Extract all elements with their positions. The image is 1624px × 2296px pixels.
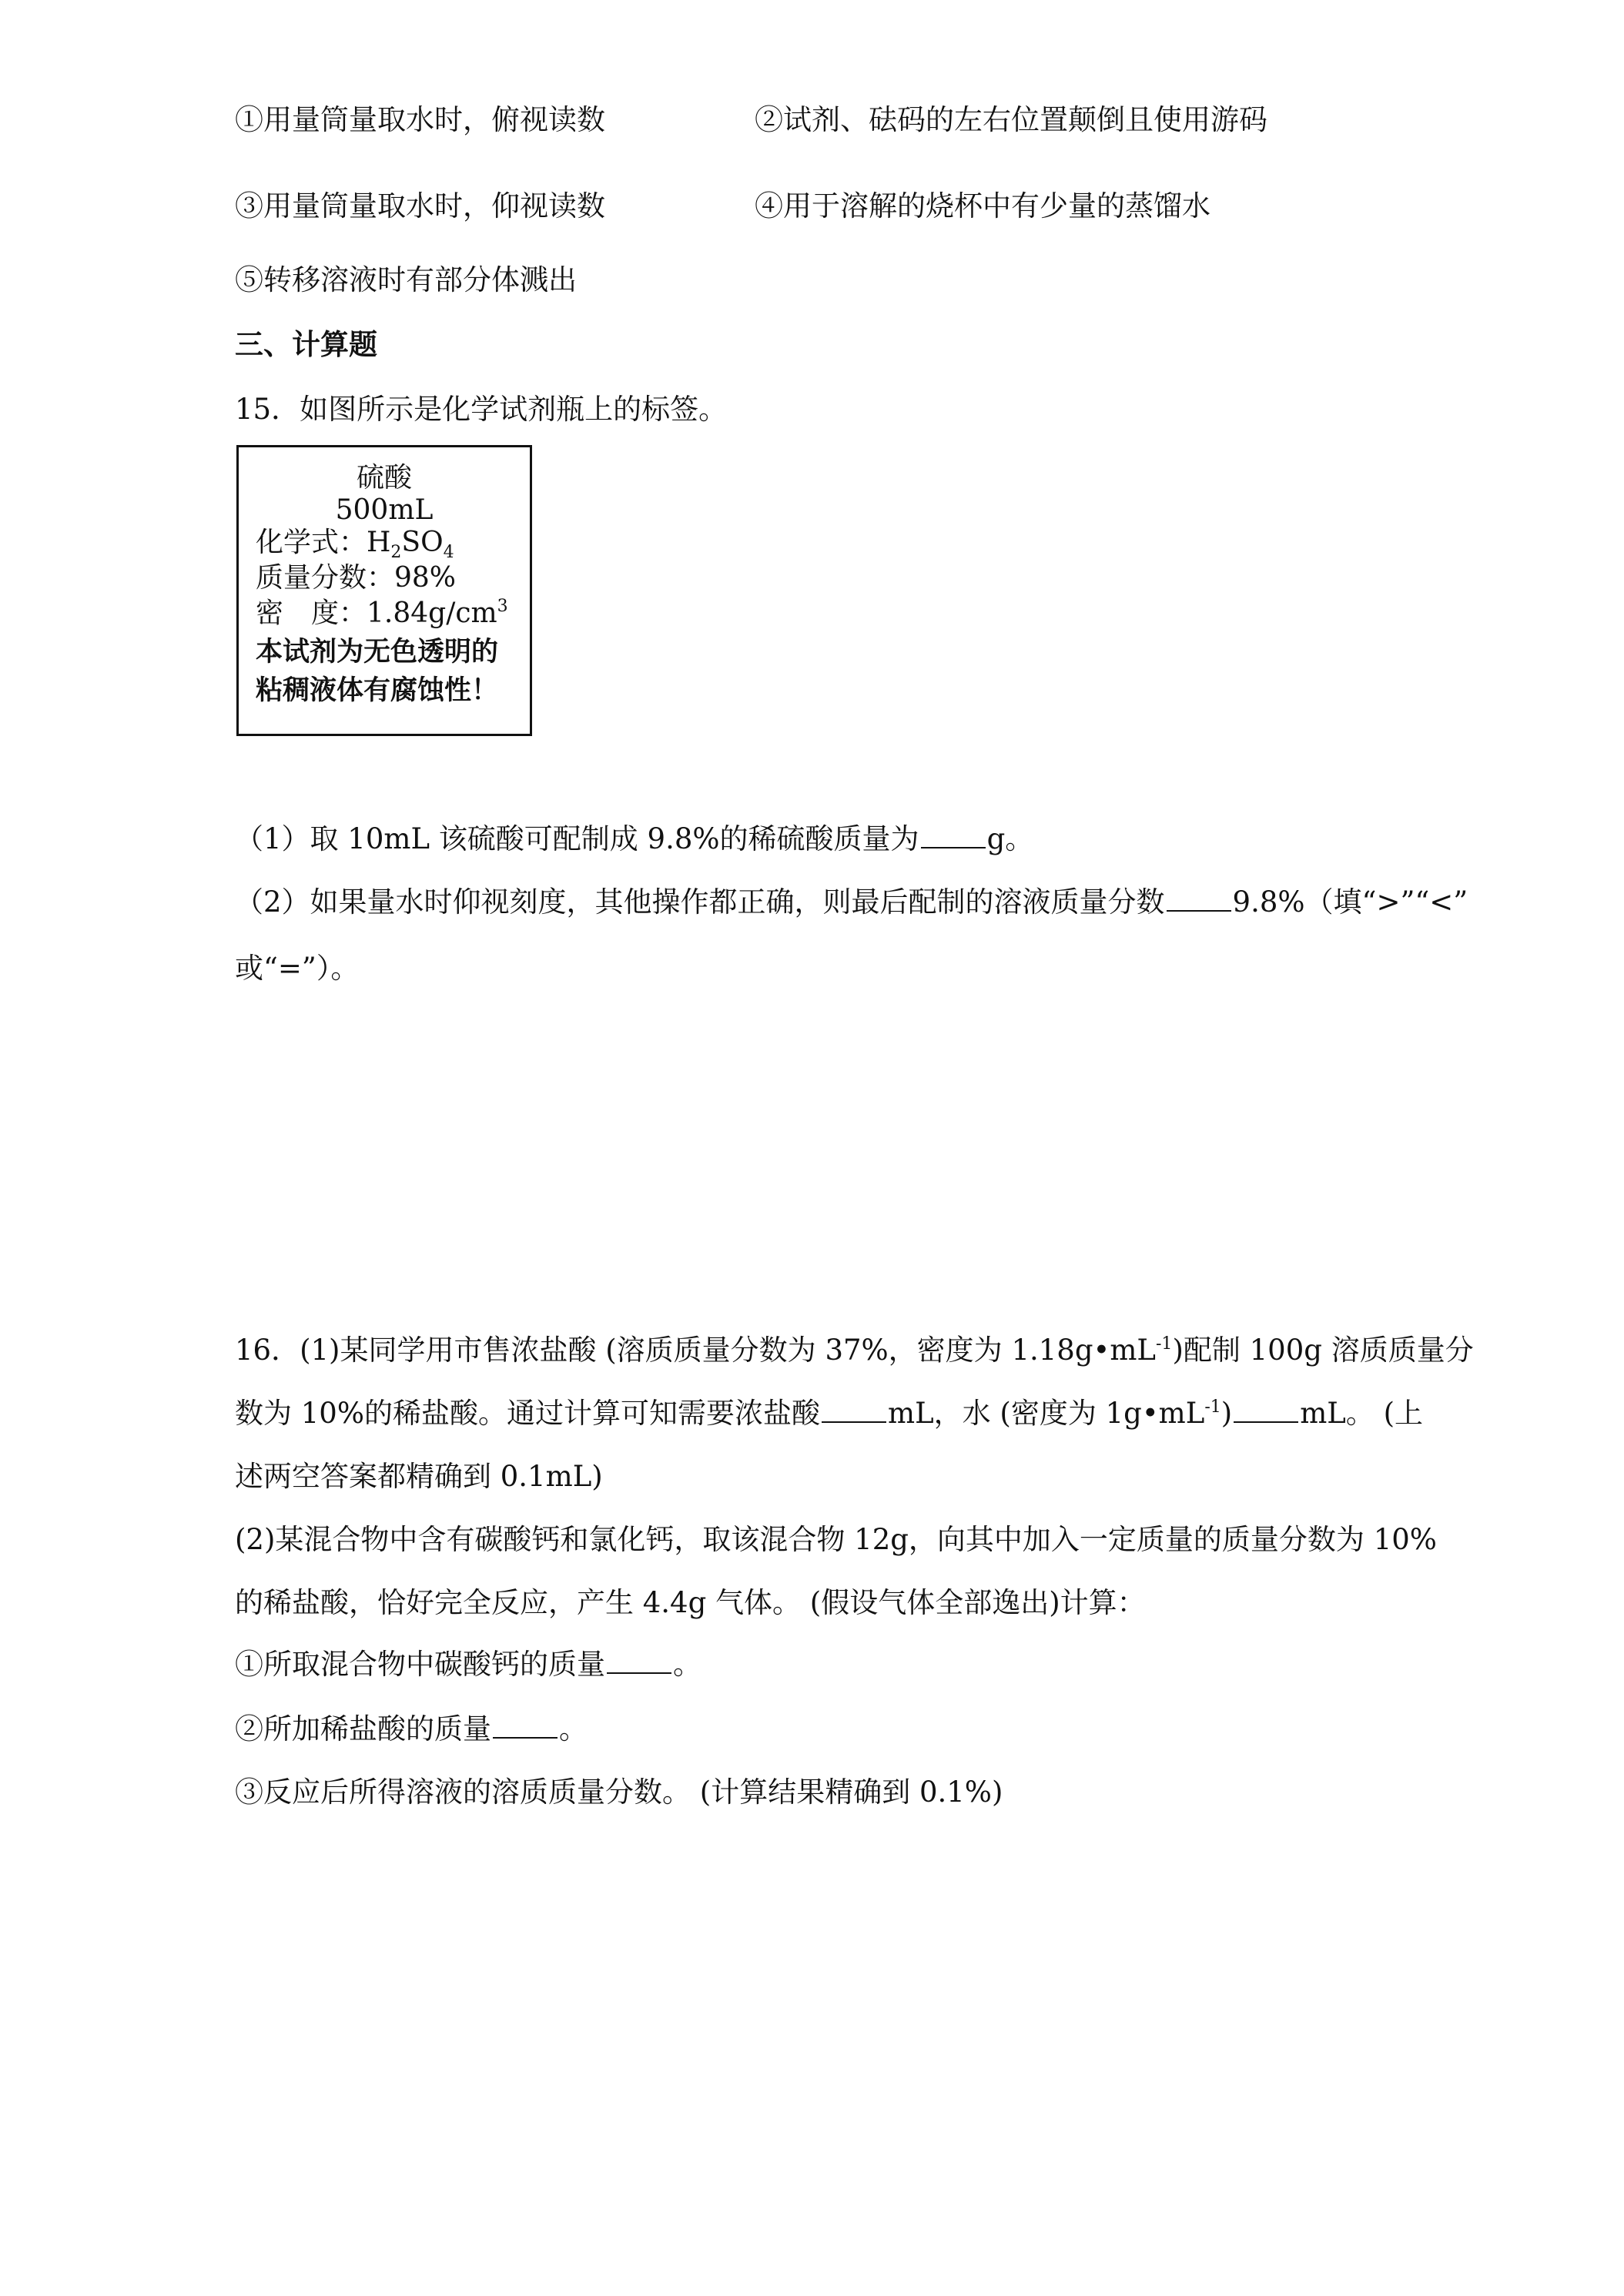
q16-line-2: 数为 10%的稀盐酸。通过计算可知需要浓盐酸 mL，水 (密度为 $1g•mL^{-1}$) mL。 (上 [235,1397,1424,1430]
q16-line-5: 的稀盐酸，恰好完全反应，产生 4.4g 气体。 (假设气体全部逸出)计算： [235,1586,1146,1619]
label-formula: 化学式：$H_2SO_4$ [256,527,454,562]
option-2: ②试剂、砝码的左右位置颠倒且使用游码 [755,103,1267,136]
label-note-2: 粘稠液体有腐蚀性！ [256,675,499,706]
answer-blank[interactable] [1167,887,1231,912]
label-mass-fraction: 质量分数：98% [256,562,457,594]
q15-intro: 15．如图所示是化学试剂瓶上的标签。 [235,393,728,426]
q16-line-3: 述两空答案都精确到 0.1mL) [235,1460,603,1493]
answer-blank[interactable] [921,824,986,848]
answer-blank[interactable] [822,1398,886,1423]
option-5: ⑤转移溶液时有部分体溅出 [235,263,577,296]
reagent-label [236,445,532,736]
answer-blank[interactable] [607,1649,671,1674]
section-title: 三、计算题 [235,328,377,361]
option-1: ①用量筒量取水时，俯视读数 [235,103,605,136]
label-volume: 500mL [335,494,434,526]
option-3: ③用量筒量取水时，仰视读数 [235,189,605,223]
q16-sub-1: ①所取混合物中碳酸钙的质量 。 [235,1648,702,1681]
q16-sub-2: ②所加稀盐酸的质量 。 [235,1712,588,1745]
label-name: 硫酸 [356,462,412,494]
q15-part2-cont: 或“=”）。 [235,952,360,985]
answer-blank[interactable] [1234,1398,1298,1423]
q15-part1: （1）取 10mL 该硫酸可配制成 9.8%的稀硫酸质量为 g。 [235,822,1034,855]
q15-part2: （2）如果量水时仰视刻度，其他操作都正确，则最后配制的溶液质量分数 9.8%（填“>”“<” [235,885,1468,919]
option-4: ④用于溶解的烧杯中有少量的蒸馏水 [755,189,1210,223]
q16-line-4: (2)某混合物中含有碳酸钙和氯化钙，取该混合物 12g，向其中加入一定质量的质量分数为 10% [235,1523,1437,1556]
q16-sub-3: ③反应后所得溶液的溶质质量分数。 (计算结果精确到 0.1%) [235,1776,1003,1809]
label-density: 密 度：$1.84g/cm^3$ [256,597,508,629]
answer-blank[interactable] [493,1714,558,1739]
label-note-1: 本试剂为无色透明的 [256,637,499,668]
q16-line-1: 16．(1)某同学用市售浓盐酸 (溶质质量分数为 37%，密度为 $1.18g•mL^{-1}$)配制 100g 溶质质量分 [235,1334,1474,1367]
